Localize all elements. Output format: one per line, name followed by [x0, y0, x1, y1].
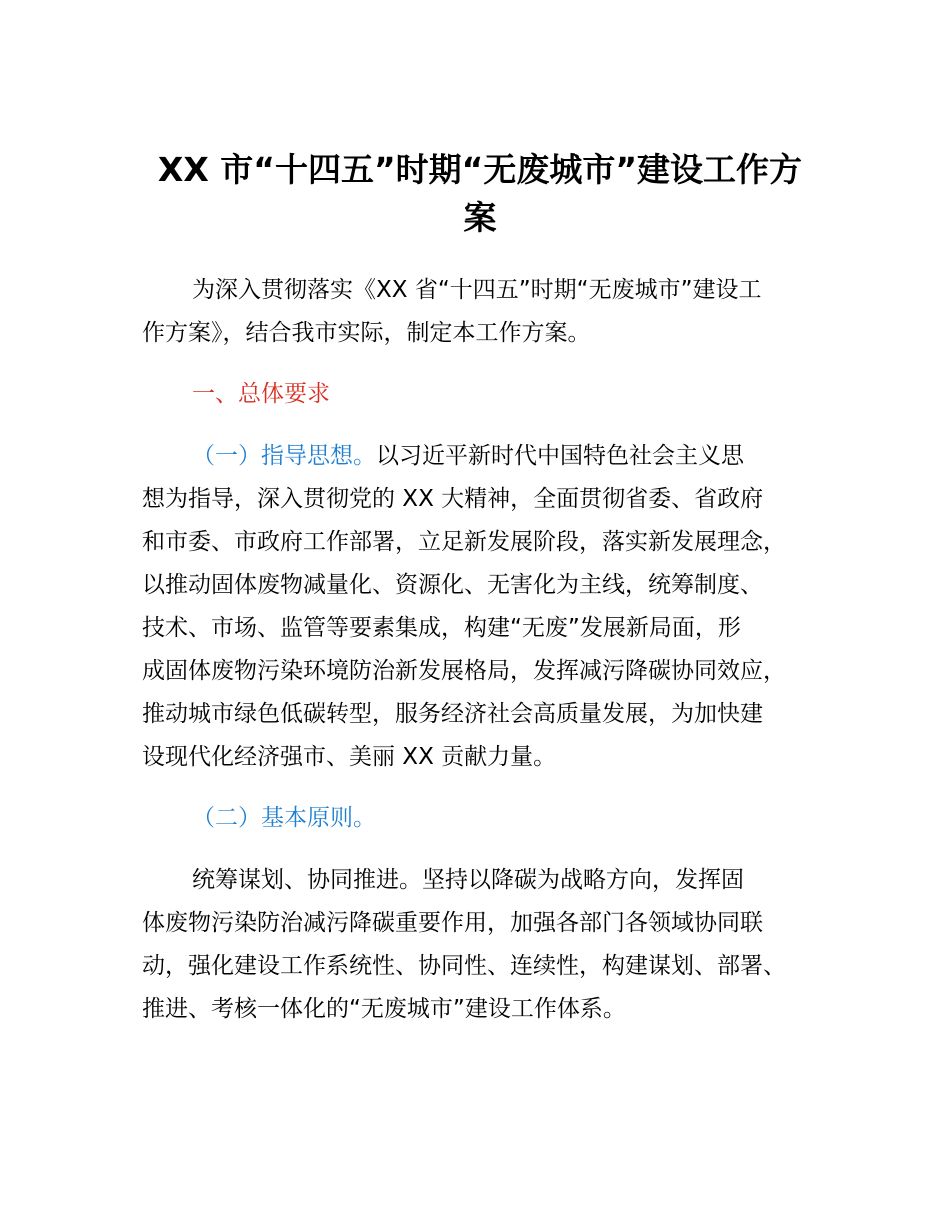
guiding-line-7: 推动城市绿色低碳转型，服务经济社会高质量发展，为加快建	[142, 701, 763, 727]
guiding-line-2: 想为指导，深入贯彻党的 XX 大精神，全面贯彻省委、省政府	[142, 486, 764, 512]
guiding-line-3: 和市委、市政府工作部署，立足新发展阶段，落实新发展理念，	[142, 529, 786, 555]
guiding-line-4: 以推动固体废物减量化、资源化、无害化为主线，统筹制度、	[142, 572, 763, 598]
guiding-line-6: 成固体废物污染环境防治新发展格局，发挥减污降碳协同效应，	[142, 658, 786, 684]
title-line-1: XX 市“十四五”时期“无废城市”建设工作方	[157, 150, 803, 189]
guiding-line-5: 技术、市场、监管等要素集成，构建“无废”发展新局面，形	[142, 615, 741, 641]
intro-line-2: 作方案》，结合我市实际，制定本工作方案。	[142, 320, 591, 346]
guiding-first-line-text: 以习近平新时代中国特色社会主义思	[376, 443, 744, 469]
guiding-label: （一）指导思想。	[192, 443, 376, 469]
principle1-line-3: 动，强化建设工作系统性、协同性、连续性，构建谋划、部署、	[142, 953, 786, 979]
principle1-line-4: 推进、考核一体化的“无废城市”建设工作体系。	[142, 996, 626, 1022]
title-line-2: 案	[463, 198, 497, 237]
intro-line-1: 为深入贯彻落实《XX 省“十四五”时期“无废城市”建设工	[192, 277, 762, 303]
principles-heading: （二）基本原则。	[192, 805, 376, 831]
principle1-line-1: 统筹谋划、协同推进。坚持以降碳为战略方向，发挥固	[192, 867, 744, 893]
section-heading-general-requirements: 一、总体要求	[192, 381, 330, 407]
guiding-first-line	[192, 441, 744, 471]
document-title	[140, 146, 820, 242]
guiding-line-8: 设现代化经济强市、美丽 XX 贡献力量。	[142, 744, 557, 770]
principle1-line-2: 体废物污染防治减污降碳重要作用，加强各部门各领域协同联	[142, 910, 763, 936]
